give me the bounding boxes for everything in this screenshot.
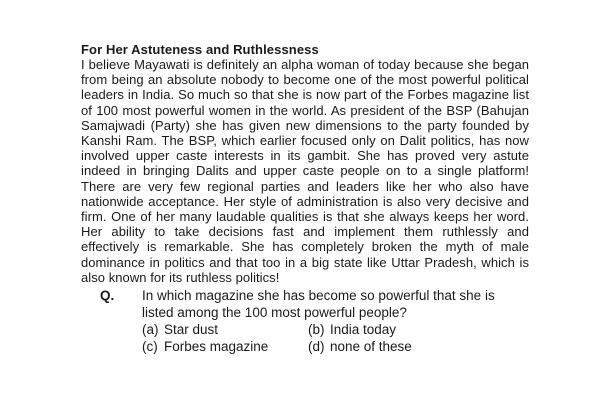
options-row-1 [142,321,522,338]
passage-body: I believe Mayawati is definitely an alpha woman of today because she began from being an absolute nobody to become one of the most powerful political leaders in India. So much so that she is now part of the Forbes magazine list of 100 most powerful women in the world. As president of the BSP (Bahujan Samajwadi (Party) she has given new dimensions to the party founded by Kanshi Ram. The BSP, which earlier focused only on Dalit politics, has now involved upper caste interests in its gambit. She has proved very astute indeed in bringing Dalits and upper caste people on to a single platform! There are very few regional parties and leaders like her who also have nationwide acceptance. Her style of administration is also very decisive and firm. One of her many laudable qualities is that she always keeps her word. Her ability to take decisions fast and implement them ruthlessly and effectively is remarkable. She has completely broken the myth of male dominance in politics and that too in a big state like Uttar Pradesh, which is also known for its ruthless politics! [81,57,529,285]
question-label: Q. [100,288,115,303]
option-b-text: India today [330,322,397,337]
options-row-2 [142,338,522,355]
option-a-letter: (a) [142,322,159,337]
passage-block [81,42,529,285]
option-d [308,338,474,355]
option-a-text: Star dust [164,322,219,337]
passage-heading: For Her Astuteness and Ruthlessness [81,42,319,57]
option-d-letter: (d) [308,339,325,354]
option-a [142,321,308,338]
question-text: In which magazine she has become so powerful that she is listed among the 100 most powerful people? [142,288,495,320]
option-d-text: none of these [330,339,412,354]
option-b [308,321,474,338]
answer-options [142,321,522,355]
option-c-text: Forbes magazine [164,339,269,354]
option-c-letter: (c) [142,339,158,354]
option-c [142,338,308,355]
option-b-letter: (b) [308,322,325,337]
